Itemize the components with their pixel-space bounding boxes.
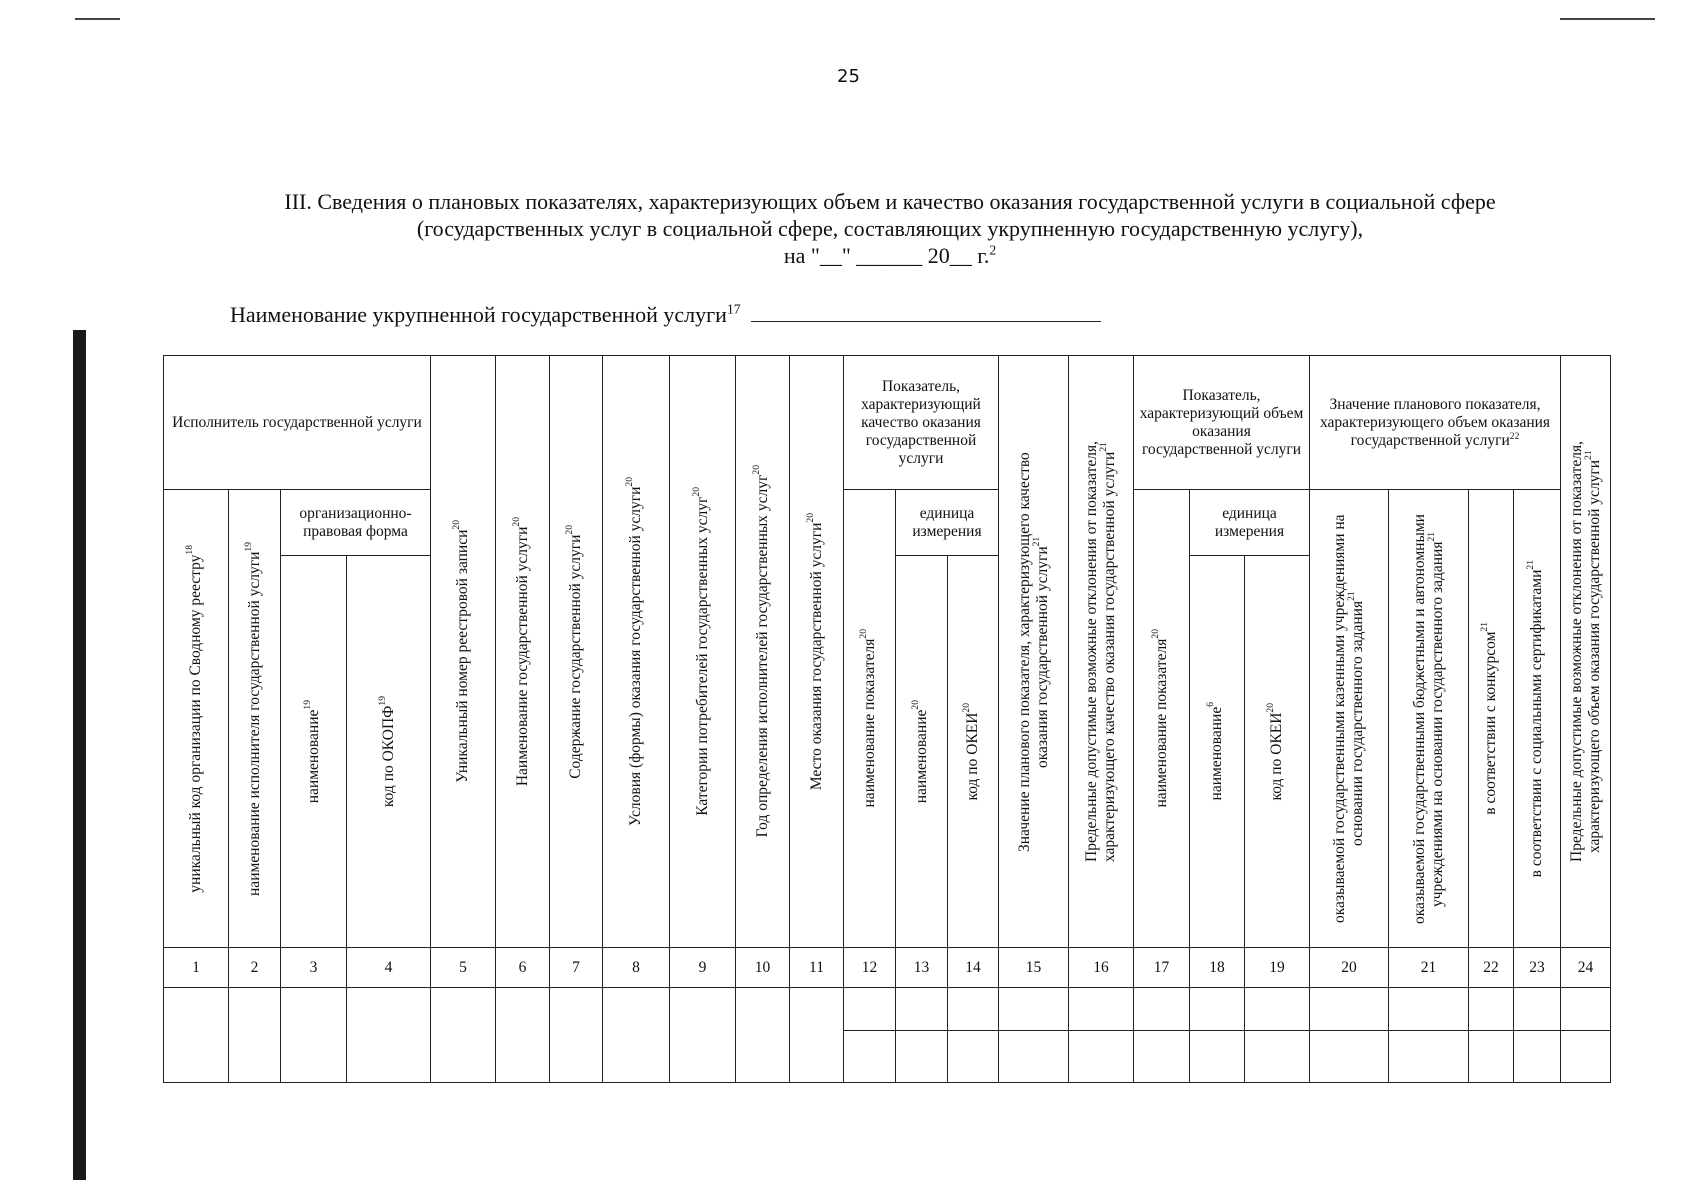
column-number-cell: 7: [550, 948, 603, 988]
column-header-10: Год определения исполнителей государственных услуг$^{20}$: [736, 356, 790, 948]
column-header-label: Условия (формы) оказания государственной услуги: [627, 486, 644, 827]
scan-artifact-line: [75, 18, 120, 20]
column-header-17: наименование показателя$^{20}$: [1134, 490, 1190, 948]
column-number-cell: 9: [670, 948, 736, 988]
scan-margin-bar: [73, 330, 86, 1180]
column-number-cell: 22: [1469, 948, 1514, 988]
column-number-cell: 14: [948, 948, 999, 988]
section-title: [150, 188, 1630, 269]
column-header-1: уникальный код организации по Сводному реестру$^{18}$: [164, 490, 229, 948]
service-name-label: Наименование укрупненной государственной услуги: [230, 302, 727, 327]
column-header-3: наименование$^{19}$: [281, 556, 347, 948]
column-header-6: Наименование государственной услуги$^{20}$: [496, 356, 550, 948]
column-header-label: в соответствии с конкурсом: [1482, 631, 1500, 815]
column-header-label: Содержание государственной услуги: [567, 534, 584, 779]
empty-data-cell: [670, 988, 736, 1083]
column-number-cell: 6: [496, 948, 550, 988]
planned-indicators-table: [163, 355, 1611, 1083]
empty-data-cell: [1389, 1031, 1469, 1083]
group-org-form: организационно-правовая форма: [281, 490, 431, 556]
title-line-3: на "__" ______ 20__ г.$^2$: [783, 242, 997, 268]
column-number-cell: 18: [1190, 948, 1245, 988]
column-header-23: в соответствии с социальными сертификатами$^{21}$: [1514, 490, 1561, 948]
column-header-5: Уникальный номер реестровой записи$^{20}$: [431, 356, 496, 948]
column-header-16: Предельные допустимые возможные отклонения от показателя, характеризующего качество оказания государственной услуги$^{21}$: [1069, 356, 1134, 948]
group-volume-indicator: Показатель, характеризующий объем оказания государственной услуги: [1134, 356, 1310, 490]
column-number-cell: 11: [790, 948, 844, 988]
column-number-cell: 19: [1245, 948, 1310, 988]
empty-data-cell: [229, 988, 281, 1083]
group-executor: Исполнитель государственной услуги: [164, 356, 431, 490]
empty-data-cell: [948, 988, 999, 1031]
column-header-label: Место оказания государственной услуги: [807, 522, 825, 791]
column-header-label: Предельные допустимые возможные отклонения от показателя, характеризующего качество оказания государственной услуги: [1083, 441, 1118, 862]
empty-data-cell: [999, 1031, 1069, 1083]
column-number-cell: 23: [1514, 948, 1561, 988]
empty-data-cell: [431, 988, 496, 1083]
column-header-15: Значение планового показателя, характеризующего качество оказания государственной услуги$^{21}$: [999, 356, 1069, 948]
column-header-label: оказываемой государственными казенными учреждениями на основании государственного задания: [1331, 514, 1367, 923]
page-number: 25: [837, 66, 860, 87]
column-header-label: наименование: [912, 709, 930, 804]
title-line-2: (государственных услуг в социальной сфере, составляющих укрупненную государственную услугу),: [416, 216, 1364, 241]
column-header-label: Наименование государственной услуги: [513, 526, 531, 787]
column-header-label: наименование показателя: [1152, 638, 1170, 808]
group-volume-unit: единица измерения: [1190, 490, 1310, 556]
service-name-line: Наименование укрупненной государственной услуги$^{17}$: [230, 301, 1101, 328]
column-header-label: Предельные допустимые возможные отклонения от показателя, характеризующего объем оказания государственной услуги: [1567, 441, 1603, 862]
column-number-cell: 15: [999, 948, 1069, 988]
empty-data-cell: [281, 988, 347, 1083]
column-header-4: код по ОКОПФ$^{19}$: [347, 556, 431, 948]
column-header-label: код по ОКОПФ: [379, 705, 397, 808]
empty-data-cell: [1134, 1031, 1190, 1083]
column-header-7: Содержание государственной услуги$^{20}$: [550, 356, 603, 948]
column-header-label: наименование: [1208, 707, 1225, 801]
column-header-22: в соответствии с конкурсом$^{21}$: [1469, 490, 1514, 948]
empty-data-cell: [790, 988, 844, 1083]
empty-data-cell: [1561, 988, 1611, 1031]
empty-data-cell: [1310, 988, 1389, 1031]
column-header-14: код по ОКЕИ$^{20}$: [948, 556, 999, 948]
column-header-label: оказываемой государственными бюджетными и автономными учреждениями на основании государственного задания: [1410, 513, 1446, 924]
group-quality-indicator: Показатель, характеризующий качество оказания государственной услуги: [844, 356, 999, 490]
empty-data-cell: [999, 988, 1069, 1031]
empty-data-cell: [1069, 988, 1134, 1031]
column-number-cell: 21: [1389, 948, 1469, 988]
empty-data-cell: [347, 988, 431, 1083]
column-number-cell: 10: [736, 948, 790, 988]
empty-data-cell: [1190, 988, 1245, 1031]
group-plan-value: Значение планового показателя, характеризующего объем оказания государственной услуги$^{22}$: [1310, 356, 1561, 490]
column-header-label: Год определения исполнителей государственных услуг: [753, 474, 771, 838]
column-header-label: Категории потребителей государственных услуг: [693, 496, 711, 816]
empty-data-cell: [896, 988, 948, 1031]
service-name-blank: [751, 301, 1101, 322]
empty-data-cell: [844, 988, 896, 1031]
column-header-label: наименование показателя: [860, 638, 878, 808]
empty-data-cell: [948, 1031, 999, 1083]
column-header-label: Уникальный номер реестровой записи: [454, 529, 471, 783]
empty-data-cell: [1134, 988, 1190, 1031]
column-number-cell: 16: [1069, 948, 1134, 988]
empty-data-cell: [896, 1031, 948, 1083]
column-header-12: наименование показателя$^{20}$: [844, 490, 896, 948]
column-number-cell: 24: [1561, 948, 1611, 988]
group-quality-unit: единица измерения: [896, 490, 999, 556]
column-number-cell: 1: [164, 948, 229, 988]
title-line-1: III. Сведения о плановых показателях, характеризующих объем и качество оказания государственной услуги в социальной сфере: [284, 189, 1496, 214]
empty-data-cell: [1310, 1031, 1389, 1083]
empty-data-cell: [550, 988, 603, 1083]
scan-artifact-line: [1560, 18, 1655, 20]
column-number-cell: 3: [281, 948, 347, 988]
empty-data-cell: [1514, 1031, 1561, 1083]
empty-data-cell: [1245, 1031, 1310, 1083]
column-header-9: Категории потребителей государственных услуг$^{20}$: [670, 356, 736, 948]
column-number-cell: 4: [347, 948, 431, 988]
empty-data-cell: [1245, 988, 1310, 1031]
empty-data-cell: [1190, 1031, 1245, 1083]
column-header-label: в соответствии с социальными сертификатами: [1528, 569, 1546, 878]
empty-data-cell: [1389, 988, 1469, 1031]
column-number-cell: 12: [844, 948, 896, 988]
column-number-cell: 8: [603, 948, 670, 988]
column-header-label: Значение планового показателя, характеризующего качество оказания государственной услуги: [1015, 451, 1051, 852]
column-header-8: Условия (формы) оказания государственной услуги$^{20}$: [603, 356, 670, 948]
empty-data-cell: [496, 988, 550, 1083]
empty-data-cell: [1561, 1031, 1611, 1083]
column-header-label: наименование: [304, 709, 322, 804]
column-header-label: наименование исполнителя государственной услуги: [245, 551, 263, 896]
column-header-label: код по ОКЕИ: [964, 712, 981, 801]
empty-data-cell: [603, 988, 670, 1083]
column-header-20: оказываемой государственными казенными учреждениями на основании государственного задания$^{21}$: [1310, 490, 1389, 948]
column-header-label: уникальный код организации по Сводному реестру: [187, 554, 204, 893]
column-number-cell: 20: [1310, 948, 1389, 988]
column-header-13: наименование$^{20}$: [896, 556, 948, 948]
empty-data-cell: [736, 988, 790, 1083]
empty-data-cell: [1514, 988, 1561, 1031]
column-number-cell: 2: [229, 948, 281, 988]
column-header-label: код по ОКЕИ: [1268, 712, 1285, 801]
empty-data-cell: [1469, 988, 1514, 1031]
column-header-2: наименование исполнителя государственной услуги$^{19}$: [229, 490, 281, 948]
empty-data-cell: [844, 1031, 896, 1083]
column-number-cell: 17: [1134, 948, 1190, 988]
empty-data-cell: [1469, 1031, 1514, 1083]
column-header-24: Предельные допустимые возможные отклонения от показателя, характеризующего объем оказания государственной услуги$^{21}$: [1561, 356, 1611, 948]
empty-data-cell: [164, 988, 229, 1083]
column-header-11: Место оказания государственной услуги$^{20}$: [790, 356, 844, 948]
column-number-cell: 13: [896, 948, 948, 988]
empty-data-cell: [1069, 1031, 1134, 1083]
column-header-18: наименование$^6$: [1190, 556, 1245, 948]
column-number-cell: 5: [431, 948, 496, 988]
column-header-19: код по ОКЕИ$^{20}$: [1245, 556, 1310, 948]
column-header-21: оказываемой государственными бюджетными и автономными учреждениями на основании государственного задания$^{21}$: [1389, 490, 1469, 948]
